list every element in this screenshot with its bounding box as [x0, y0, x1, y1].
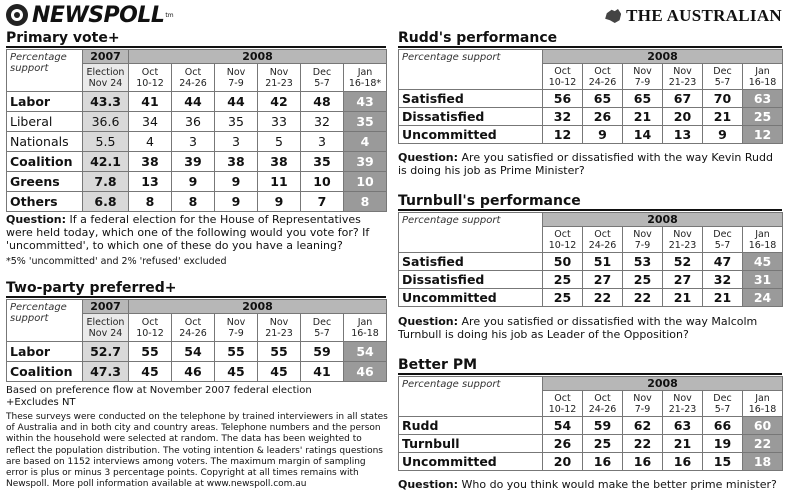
col-header-election: Election Nov 24	[83, 64, 129, 92]
the-australian-logo	[605, 6, 782, 26]
col-header-jan-16-18: Jan 16-18	[743, 64, 783, 90]
table-row	[399, 126, 783, 144]
cell-value: 7.8	[83, 172, 129, 192]
col-header-nov-7-9: Nov 7-9	[623, 227, 663, 253]
col-header-oct-10-12: Oct 10-12	[543, 391, 583, 417]
cell-value: 34	[129, 112, 172, 132]
table-row	[399, 108, 783, 126]
col-header-nov-7-9: Nov 7-9	[623, 391, 663, 417]
row-label: Satisfied	[399, 253, 543, 271]
methodology-note: These surveys were conducted on the telephone by trained interviewers in all states of Australia and in both city and country areas. Telephone numbers and the person within the household were selected at random. The data has been weighted to reflect the population distribution. The voting intention & leaders' ratings questions are based on 1152 interviews among voters. The maximum margin of sampling error is plus or minus 3 percentage points. Copyright at all times remains with Newspoll. More poll information available at www.newspoll.com.au	[6, 412, 388, 490]
cell-value: 7	[301, 192, 344, 212]
cell-value: 25	[543, 271, 583, 289]
turnbull-performance-title: Turnbull's performance	[398, 193, 581, 209]
table-row	[7, 362, 387, 382]
cell-value: 54	[543, 417, 583, 435]
cell-value: 3	[172, 132, 215, 152]
cell-value: 9	[258, 192, 301, 212]
table-row	[399, 253, 783, 271]
row-label: Dissatisfied	[399, 271, 543, 289]
row-label: Coalition	[7, 152, 83, 172]
cell-value: 32	[703, 271, 743, 289]
cell-value: 11	[258, 172, 301, 192]
year-2008-header: 2008	[543, 50, 783, 64]
cell-value: 26	[543, 435, 583, 453]
cell-value: 12	[543, 126, 583, 144]
primary-vote-table	[6, 49, 387, 212]
trademark: tm	[165, 11, 174, 19]
year-2007-header: 2007	[83, 50, 129, 64]
primary-vote-title: Primary vote+	[6, 30, 120, 46]
table-row	[7, 92, 387, 112]
cell-value: 16	[663, 453, 703, 471]
better-pm-table	[398, 376, 783, 471]
cell-value: 52.7	[83, 342, 129, 362]
cell-value: 35	[301, 152, 344, 172]
cell-value-latest: 54	[344, 342, 387, 362]
row-label: Uncommitted	[399, 289, 543, 307]
cell-value: 4	[129, 132, 172, 152]
cell-value-latest: 25	[743, 108, 783, 126]
cell-value: 25	[583, 435, 623, 453]
percentage-support-label: Percentage support	[399, 213, 543, 253]
cell-value: 36	[172, 112, 215, 132]
col-header-oct-24-26: Oct 24-26	[583, 64, 623, 90]
col-header-dec-5-7: Dec 5-7	[703, 391, 743, 417]
turnbull-performance-question: Question: Are you satisfied or dissatisfied with the way Malcolm Turnbull is doing his job as Leader of the Opposition?	[398, 315, 758, 341]
cell-value: 14	[623, 126, 663, 144]
col-header-jan-16-18: Jan 16-18	[743, 391, 783, 417]
year-2008-header: 2008	[543, 377, 783, 391]
col-header-nov-7-9: Nov 7-9	[215, 314, 258, 342]
cell-value: 33	[258, 112, 301, 132]
cell-value: 67	[663, 90, 703, 108]
table-row	[7, 112, 387, 132]
cell-value: 21	[703, 108, 743, 126]
col-header-oct-24-26: Oct 24-26	[172, 314, 215, 342]
cell-value: 25	[623, 271, 663, 289]
cell-value: 36.6	[83, 112, 129, 132]
cell-value: 27	[583, 271, 623, 289]
cell-value: 22	[623, 435, 663, 453]
cell-value: 70	[703, 90, 743, 108]
cell-value: 45	[129, 362, 172, 382]
cell-value: 39	[172, 152, 215, 172]
col-header-oct-10-12: Oct 10-12	[129, 64, 172, 92]
cell-value: 46	[172, 362, 215, 382]
table-row	[7, 192, 387, 212]
cell-value: 32	[301, 112, 344, 132]
col-header-oct-10-12: Oct 10-12	[543, 227, 583, 253]
year-2008-header: 2008	[543, 213, 783, 227]
cell-value-latest: 31	[743, 271, 783, 289]
cell-value: 10	[301, 172, 344, 192]
cell-value: 19	[703, 435, 743, 453]
cell-value-latest: 18	[743, 453, 783, 471]
cell-value: 47.3	[83, 362, 129, 382]
cell-value: 3	[215, 132, 258, 152]
col-header-oct-24-26: Oct 24-26	[583, 391, 623, 417]
cell-value: 56	[543, 90, 583, 108]
two-party-preferred-table	[6, 299, 387, 382]
cell-value: 50	[543, 253, 583, 271]
table-row	[7, 172, 387, 192]
rudd-performance-table	[398, 49, 783, 144]
cell-value: 42	[258, 92, 301, 112]
cell-value-latest: 22	[743, 435, 783, 453]
cell-value: 5.5	[83, 132, 129, 152]
cell-value: 21	[663, 289, 703, 307]
cell-value-latest: 12	[743, 126, 783, 144]
cell-value: 62	[623, 417, 663, 435]
row-label: Dissatisfied	[399, 108, 543, 126]
col-header-oct-24-26: Oct 24-26	[583, 227, 623, 253]
col-header-nov-21-23: Nov 21-23	[258, 64, 301, 92]
col-header-election: Election Nov 24	[83, 314, 129, 342]
col-header-oct-24-26: Oct 24-26	[172, 64, 215, 92]
cell-value: 66	[703, 417, 743, 435]
col-header-oct-10-12: Oct 10-12	[129, 314, 172, 342]
percentage-support-label: Percentage support	[7, 300, 83, 342]
col-header-nov-21-23: Nov 21-23	[663, 64, 703, 90]
turnbull-performance-table	[398, 212, 783, 307]
cell-value: 8	[129, 192, 172, 212]
table-row	[399, 289, 783, 307]
preference-flow-note: Based on preference flow at November 2007 federal election	[6, 385, 312, 396]
rudd-performance-title: Rudd's performance	[398, 30, 558, 46]
table-row	[7, 152, 387, 172]
cell-value: 21	[623, 108, 663, 126]
better-pm-rule	[398, 373, 782, 375]
cell-value: 13	[129, 172, 172, 192]
table-row	[7, 342, 387, 362]
cell-value: 9	[703, 126, 743, 144]
primary-vote-rule	[6, 46, 386, 48]
row-label: Nationals	[7, 132, 83, 152]
row-label: Rudd	[399, 417, 543, 435]
cell-value: 52	[663, 253, 703, 271]
percentage-support-label: Percentage support	[399, 50, 543, 90]
cell-value: 21	[663, 435, 703, 453]
table-row	[399, 271, 783, 289]
primary-vote-footnote: *5% 'uncommitted' and 2% 'refused' excluded	[6, 256, 227, 267]
cell-value-latest: 8	[344, 192, 387, 212]
cell-value-latest: 43	[344, 92, 387, 112]
cell-value: 47	[703, 253, 743, 271]
row-label: Labor	[7, 92, 83, 112]
cell-value: 55	[215, 342, 258, 362]
rudd-performance-rule	[398, 46, 782, 48]
cell-value: 6.8	[83, 192, 129, 212]
col-header-nov-21-23: Nov 21-23	[663, 227, 703, 253]
cell-value: 45	[215, 362, 258, 382]
cell-value: 22	[623, 289, 663, 307]
cell-value: 20	[543, 453, 583, 471]
newspoll-wordmark: NEWSPOLL	[32, 2, 165, 28]
col-header-nov-21-23: Nov 21-23	[663, 391, 703, 417]
cell-value: 9	[215, 192, 258, 212]
cell-value: 38	[258, 152, 301, 172]
cell-value: 45	[258, 362, 301, 382]
cell-value: 16	[583, 453, 623, 471]
cell-value: 25	[543, 289, 583, 307]
cell-value: 13	[663, 126, 703, 144]
col-header-dec-5-7: Dec 5-7	[301, 64, 344, 92]
cell-value: 9	[583, 126, 623, 144]
cell-value: 44	[215, 92, 258, 112]
cell-value: 8	[172, 192, 215, 212]
cell-value-latest: 24	[743, 289, 783, 307]
cell-value: 44	[172, 92, 215, 112]
cell-value: 20	[663, 108, 703, 126]
cell-value: 38	[215, 152, 258, 172]
col-header-jan-16-18: Jan 16-18	[743, 227, 783, 253]
cell-value: 3	[301, 132, 344, 152]
cell-value: 63	[663, 417, 703, 435]
turnbull-performance-rule	[398, 209, 782, 211]
cell-value: 16	[623, 453, 663, 471]
cell-value: 38	[129, 152, 172, 172]
two-party-preferred-rule	[6, 296, 386, 298]
row-label: Coalition	[7, 362, 83, 382]
cell-value-latest: 35	[344, 112, 387, 132]
cell-value: 9	[215, 172, 258, 192]
cell-value: 59	[583, 417, 623, 435]
cell-value: 48	[301, 92, 344, 112]
excludes-nt-note: +Excludes NT	[6, 397, 76, 408]
year-2008-header: 2008	[129, 50, 387, 64]
australia-map-icon	[605, 9, 621, 23]
cell-value: 32	[543, 108, 583, 126]
table-row	[399, 90, 783, 108]
primary-vote-question: Question: If a federal election for the House of Representatives were held today, which one of the following would you vote for? If 'uncommitted', to which one of these do you have a leaning?	[6, 213, 370, 252]
two-party-preferred-title: Two-party preferred+	[6, 280, 177, 296]
cell-value: 43.3	[83, 92, 129, 112]
row-label: Turnbull	[399, 435, 543, 453]
better-pm-question: Question: Who do you think would make the better prime minister?	[398, 478, 777, 491]
row-label: Others	[7, 192, 83, 212]
cell-value: 35	[215, 112, 258, 132]
table-row	[399, 453, 783, 471]
cell-value-latest: 46	[344, 362, 387, 382]
newspoll-eye-icon	[6, 4, 28, 26]
cell-value-latest: 63	[743, 90, 783, 108]
cell-value: 59	[301, 342, 344, 362]
col-header-dec-5-7: Dec 5-7	[703, 227, 743, 253]
col-header-nov-7-9: Nov 7-9	[215, 64, 258, 92]
cell-value: 22	[583, 289, 623, 307]
row-label: Liberal	[7, 112, 83, 132]
cell-value: 41	[301, 362, 344, 382]
table-row	[399, 435, 783, 453]
cell-value: 15	[703, 453, 743, 471]
cell-value: 55	[129, 342, 172, 362]
row-label: Satisfied	[399, 90, 543, 108]
cell-value: 65	[623, 90, 663, 108]
cell-value: 26	[583, 108, 623, 126]
cell-value: 27	[663, 271, 703, 289]
col-header-oct-10-12: Oct 10-12	[543, 64, 583, 90]
col-header-jan-16-18: Jan 16-18*	[344, 64, 387, 92]
col-header-jan-16-18: Jan 16-18	[344, 314, 387, 342]
cell-value-latest: 39	[344, 152, 387, 172]
col-header-dec-5-7: Dec 5-7	[703, 64, 743, 90]
cell-value: 41	[129, 92, 172, 112]
row-label: Uncommitted	[399, 453, 543, 471]
cell-value: 65	[583, 90, 623, 108]
newspoll-logo	[6, 3, 174, 27]
percentage-support-label: Percentage support	[7, 50, 83, 92]
cell-value: 51	[583, 253, 623, 271]
rudd-performance-question: Question: Are you satisfied or dissatisfied with the way Kevin Rudd is doing his job as Prime Minister?	[398, 151, 773, 177]
cell-value-latest: 45	[743, 253, 783, 271]
cell-value: 53	[623, 253, 663, 271]
table-row	[399, 417, 783, 435]
table-row	[7, 132, 387, 152]
col-header-nov-7-9: Nov 7-9	[623, 64, 663, 90]
year-2007-header: 2007	[83, 300, 129, 314]
percentage-support-label: Percentage support	[399, 377, 543, 417]
year-2008-header: 2008	[129, 300, 387, 314]
row-label: Labor	[7, 342, 83, 362]
the-australian-wordmark: THE AUSTRALIAN	[626, 6, 782, 25]
cell-value: 55	[258, 342, 301, 362]
better-pm-title: Better PM	[398, 357, 478, 373]
cell-value-latest: 60	[743, 417, 783, 435]
row-label: Uncommitted	[399, 126, 543, 144]
cell-value-latest: 4	[344, 132, 387, 152]
row-label: Greens	[7, 172, 83, 192]
cell-value: 54	[172, 342, 215, 362]
col-header-dec-5-7: Dec 5-7	[301, 314, 344, 342]
cell-value: 9	[172, 172, 215, 192]
col-header-nov-21-23: Nov 21-23	[258, 314, 301, 342]
cell-value-latest: 10	[344, 172, 387, 192]
cell-value: 5	[258, 132, 301, 152]
cell-value: 42.1	[83, 152, 129, 172]
cell-value: 21	[703, 289, 743, 307]
